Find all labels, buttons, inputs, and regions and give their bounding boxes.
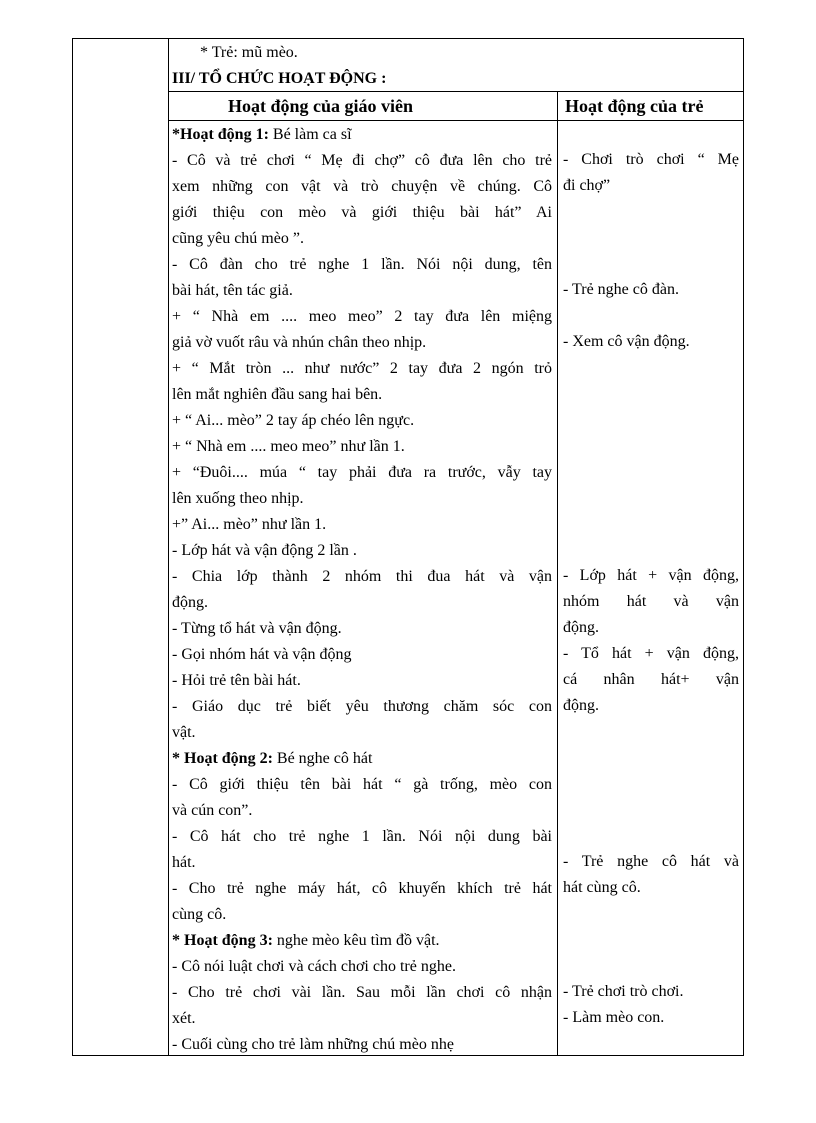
child-text-line bbox=[563, 381, 739, 407]
child-text-line bbox=[563, 303, 739, 329]
teacher-text-line: động. bbox=[172, 594, 208, 611]
child-text-line bbox=[563, 433, 739, 459]
child-text-line bbox=[563, 927, 739, 953]
child-text-line: hát cùng cô. bbox=[563, 879, 641, 896]
section-title: III/ TỔ CHỨC HOẠT ĐỘNG : bbox=[172, 70, 387, 87]
child-text-line: - Tổ hát + vận động, bbox=[563, 645, 739, 662]
teacher-text-line: lên xuống theo nhịp. bbox=[172, 490, 304, 507]
child-text-line bbox=[563, 745, 739, 771]
teacher-text-line: - Cô nói luật chơi và cách chơi cho trẻ nghe. bbox=[172, 958, 456, 975]
activity-heading: * Hoạt động 2: bbox=[172, 750, 273, 767]
activity-heading-title: Bé nghe cô hát bbox=[272, 750, 373, 767]
activity-heading: * Hoạt động 3: bbox=[172, 932, 273, 949]
teacher-text-line: giới thiệu con mèo và giới thiệu bài hát” Ai bbox=[172, 204, 552, 221]
teacher-text-line: - Gọi nhóm hát và vận động bbox=[172, 646, 352, 663]
teacher-text-line: xem những con vật và trò chuyện về chúng. Cô bbox=[172, 178, 552, 195]
child-text-line bbox=[563, 251, 739, 277]
child-text-line bbox=[563, 537, 739, 563]
child-text-line: động. bbox=[563, 619, 599, 636]
teacher-text-line: xét. bbox=[172, 1010, 196, 1027]
child-text-line: - Lớp hát + vận động, bbox=[563, 567, 739, 584]
activity-heading-title: Bé làm ca sĩ bbox=[268, 126, 352, 143]
teacher-text-line: - Cho trẻ chơi vài lần. Sau mỗi lần chơi cô nhận bbox=[172, 984, 552, 1001]
child-text-line bbox=[563, 225, 739, 251]
teacher-text-line: - Chia lớp thành 2 nhóm thi đua hát và vận bbox=[172, 568, 552, 585]
activity-heading: *Hoạt động 1: bbox=[172, 126, 269, 143]
teacher-text-line: bài hát, tên tác giả. bbox=[172, 282, 293, 299]
teacher-text-line: - Từng tổ hát và vận động. bbox=[172, 620, 342, 637]
teacher-text-line: - Cô và trẻ chơi “ Mẹ đi chợ” cô đưa lên cho trẻ bbox=[172, 152, 552, 169]
child-text-line bbox=[563, 485, 739, 511]
child-text-line: - Xem cô vận động. bbox=[563, 333, 690, 350]
child-text-line bbox=[563, 901, 739, 927]
teacher-text-line bbox=[172, 746, 552, 772]
teacher-text-line: giả vờ vuốt râu và nhún chân theo nhịp. bbox=[172, 334, 427, 351]
teacher-text-line: - Cô hát cho trẻ nghe 1 lần. Nói nội dung bài bbox=[172, 828, 552, 845]
child-text-line bbox=[563, 199, 739, 225]
child-activity-column bbox=[563, 147, 739, 1031]
child-text-line: - Chơi trò chơi “ Mẹ bbox=[563, 151, 739, 168]
teacher-text-line: - Cuối cùng cho trẻ làm những chú mèo nhẹ bbox=[172, 1036, 454, 1053]
teacher-text-line: - Cô giới thiệu tên bài hát “ gà trống, mèo con bbox=[172, 776, 552, 793]
child-text-line: - Trẻ nghe cô hát và bbox=[563, 853, 739, 870]
teacher-text-line bbox=[172, 122, 552, 148]
child-text-line bbox=[563, 459, 739, 485]
child-text-line bbox=[563, 953, 739, 979]
child-text-line bbox=[563, 355, 739, 381]
child-text-line bbox=[563, 719, 739, 745]
child-text-line: - Trẻ chơi trò chơi. bbox=[563, 983, 684, 1000]
activity-heading-title: nghe mèo kêu tìm đồ vật. bbox=[272, 932, 440, 949]
teacher-text-line: vật. bbox=[172, 724, 196, 741]
preparation-text: * Trẻ: mũ mèo. bbox=[200, 44, 298, 61]
teacher-text-line: - Cho trẻ nghe máy hát, cô khuyến khích trẻ hát bbox=[172, 880, 552, 897]
activity-column-divider bbox=[557, 92, 558, 1056]
teacher-text-line: và cún con”. bbox=[172, 802, 253, 819]
child-text-line: đi chợ” bbox=[563, 177, 611, 194]
header-teacher-activity: Hoạt động của giáo viên bbox=[228, 96, 414, 116]
teacher-text-line: hát. bbox=[172, 854, 196, 871]
child-text-line: cá nhân hát+ vận bbox=[563, 671, 739, 688]
child-text-line: - Trẻ nghe cô đàn. bbox=[563, 281, 679, 298]
table-header-bottom-rule bbox=[168, 120, 744, 121]
teacher-text-line: - Hỏi trẻ tên bài hát. bbox=[172, 672, 301, 689]
teacher-text-line: + “Đuôi.... múa “ tay phải đưa ra trước, vẫy tay bbox=[172, 464, 552, 481]
left-column-divider bbox=[168, 38, 169, 1056]
child-text-line: nhóm hát và vận bbox=[563, 593, 739, 610]
teacher-text-line: + “ Nhà em .... meo meo” 2 tay đưa lên miệng bbox=[172, 308, 552, 325]
teacher-text-line: - Giáo dục trẻ biết yêu thương chăm sóc con bbox=[172, 698, 552, 715]
teacher-text-line: +” Ai... mèo” như lần 1. bbox=[172, 516, 327, 533]
child-text-line bbox=[563, 511, 739, 537]
child-text-line bbox=[563, 797, 739, 823]
header-child-activity: Hoạt động của trẻ bbox=[565, 96, 704, 116]
teacher-text-line: + “ Mắt tròn ... như nước” 2 tay đưa 2 ngón trỏ bbox=[172, 360, 552, 377]
teacher-text-line: cùng cô. bbox=[172, 906, 227, 923]
child-text-line bbox=[563, 771, 739, 797]
child-text-line bbox=[563, 823, 739, 849]
teacher-text-line: - Lớp hát và vận động 2 lần . bbox=[172, 542, 357, 559]
child-text-line bbox=[563, 407, 739, 433]
teacher-text-line: + “ Nhà em .... meo meo” như lần 1. bbox=[172, 438, 405, 455]
child-text-line: - Làm mèo con. bbox=[563, 1009, 665, 1026]
teacher-text-line: - Cô đàn cho trẻ nghe 1 lần. Nói nội dung, tên bbox=[172, 256, 552, 273]
teacher-text-line: lên mắt nghiên đầu sang hai bên. bbox=[172, 386, 383, 403]
teacher-text-line: + “ Ai... mèo” 2 tay áp chéo lên ngực. bbox=[172, 412, 415, 429]
teacher-text-line bbox=[172, 928, 552, 954]
child-text-line: động. bbox=[563, 697, 599, 714]
teacher-activity-column bbox=[172, 122, 552, 1058]
teacher-text-line: cũng yêu chú mèo ”. bbox=[172, 230, 304, 247]
